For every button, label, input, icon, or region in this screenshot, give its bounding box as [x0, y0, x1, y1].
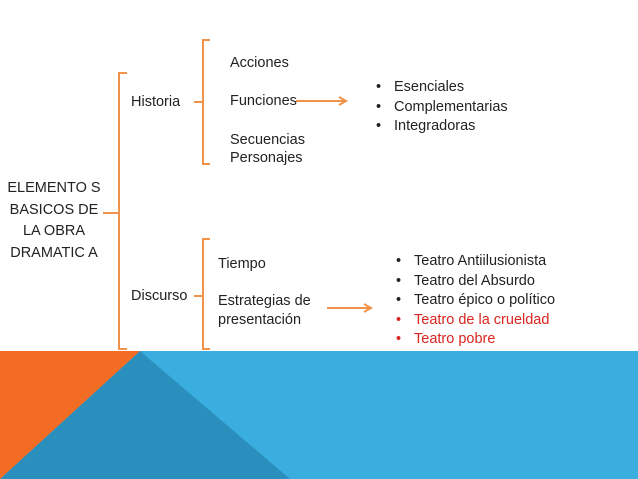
list-item-highlight: • Teatro de la crueldad: [396, 311, 555, 331]
list-item: • Complementarias: [376, 98, 508, 118]
discurso-bracket: [203, 239, 210, 349]
historia-bracket: [203, 40, 210, 164]
acciones-label: Acciones: [230, 55, 289, 71]
discurso-label: Discurso: [131, 288, 188, 304]
list-item: • Teatro Antiilusionista: [396, 252, 555, 272]
secuencias-label: Secuencias: [230, 132, 305, 148]
list-item: • Teatro del Absurdo: [396, 272, 555, 292]
list-item-highlight: • Teatro pobre: [396, 330, 555, 350]
list-item: • Teatro épico o político: [396, 291, 555, 311]
personajes-label: Personajes: [230, 150, 303, 166]
root-node: ELEMENTO S BASICOS DE LA OBRA DRAMATIC A: [7, 180, 101, 261]
funciones-types-list: [376, 78, 508, 137]
root-bracket: [119, 73, 127, 349]
list-item: • Esenciales: [376, 78, 508, 98]
funciones-label: Funciones: [230, 93, 297, 109]
list-item: • Integradoras: [376, 117, 508, 137]
estrategias-label-line2: presentación: [218, 312, 302, 328]
tiempo-label: Tiempo: [218, 256, 266, 272]
historia-label: Historia: [131, 94, 181, 110]
teatro-types-list: [396, 252, 555, 350]
decorative-footer-band: [0, 351, 638, 479]
estrategias-label-line1: Estrategias de: [218, 293, 311, 309]
